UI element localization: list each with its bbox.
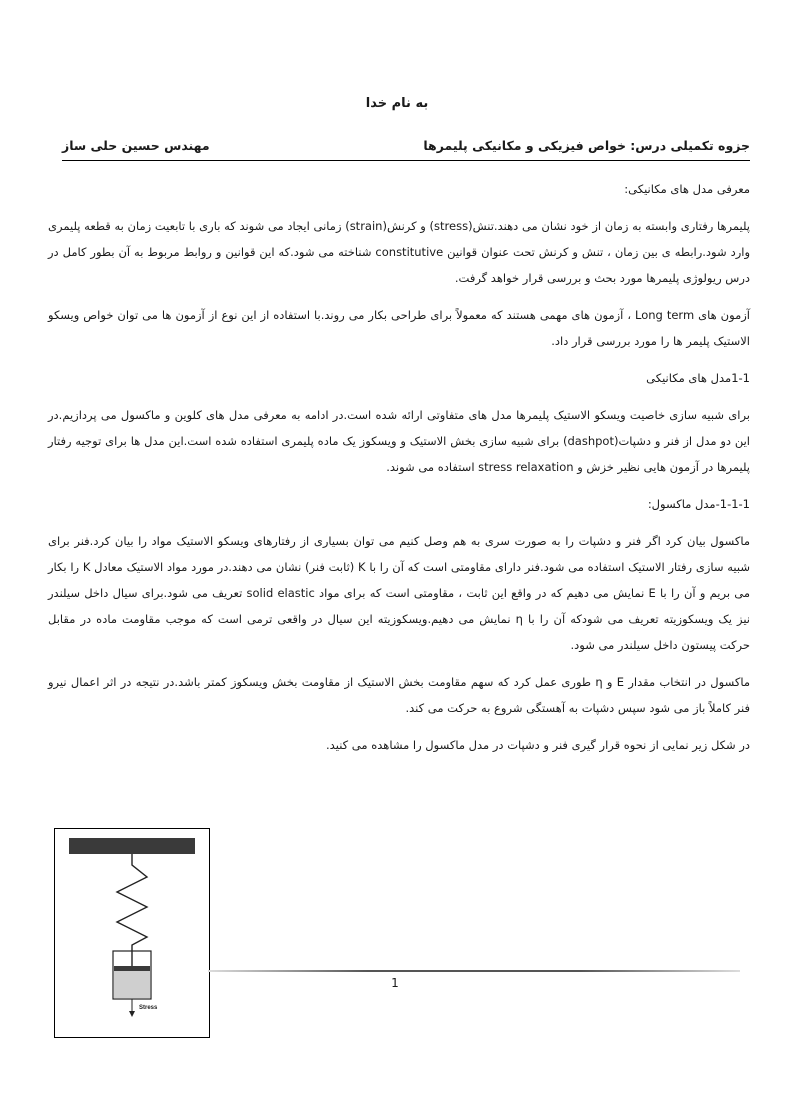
paragraph: ماکسول در انتخاب مقدار E و η طوری عمل کرد که سهم مقاومت بخش الاستیک از مقاومت بخش ویسکوز کمتر باشد.در نتیجه در اثر اعمال نیرو فنر کاملاً باز می شود سپس دشپات به آهستگی شروع به حرکت می کند. (48, 675, 751, 715)
dashpot-piston (114, 966, 150, 971)
course-title: جزوه تکمیلی درس: خواص فیزیکی و مکانیکی پلیمرها (423, 138, 750, 153)
section-heading: 1-1مدل های مکانیکی (646, 371, 750, 385)
paragraph: آزمون های Long term ، آزمون های مهمی هستند که معمولاً برای طراحی بکار می روند.با استفاده از این نوع از آزمون ها می توان خواص ویسکو الاستیک پلیمر ها را مورد بررسی قرار داد. (48, 308, 750, 348)
page-number: 1 (391, 976, 399, 990)
dashpot-fluid (114, 968, 150, 998)
maxwell-model-figure (54, 828, 210, 1038)
paragraph: پلیمرها رفتاری وابسته به زمان از خود نشان می دهند.تنش(stress) و کرنش(strain) زمانی ایجاد می شوند که باری با تابعیت زمان به قطعه پلیمری وارد شود.رابطه ی بین زمان ، تنش و کرنش تحت عنوان قوانین constitutive شناخته می شود.که این قوانین و روابط مربوط به آن بطور کامل در درس ریولوژی پلیمرها مورد بحث و بررسی قرار خواهد گرفت. (48, 219, 750, 285)
page-title: به نام خدا (365, 96, 429, 111)
section-heading: معرفی مدل های مکانیکی: (624, 182, 750, 196)
arrow-head-icon (129, 1011, 135, 1017)
author-name: مهندس حسین حلی ساز (62, 138, 210, 153)
footer-divider (208, 970, 740, 972)
maxwell-model-diagram (55, 829, 209, 1037)
paragraph: در شکل زیر نمایی از نحوه قرار گیری فنر و دشپات در مدل ماکسول را مشاهده می کنید. (326, 738, 750, 752)
paragraph: برای شبیه سازی خاصیت ویسکو الاستیک پلیمرها مدل های متفاوتی ارائه شده است.در ادامه به معرفی مدل های کلوین و ماکسول می پردازیم.در این دو مدل از فنر و دشپات(dashpot) برای شبیه سازی بخش الاستیک و ویسکوز یک ماده پلیمری استفاده شده است.این مدل ها برای توجیه رفتار پلیمرها در آزمون هایی نظیر خزش و stress relaxation استفاده می شوند. (48, 408, 750, 474)
document-body (48, 176, 750, 769)
section-heading: 1-1-1-مدل ماکسول: (647, 497, 750, 511)
fixed-support (69, 838, 195, 854)
stress-label: Stress (139, 1005, 158, 1011)
spring-icon (117, 854, 147, 953)
paragraph: ماکسول بیان کرد اگر فنر و دشپات را به صورت سری به هم وصل کنیم می توان بسیاری از رفتارهای ویسکو الاستیک مواد را بیان کرد.فنر برای شبیه سازی رفتار الاستیک استفاده می شود.فنر دارای مقاومتی است که آن را با K (ثابت فنر) نشان می دهند.در مورد مواد الاستیک معادل K را بکار می بریم و آن را با E نمایش می دهیم که در واقع این ثابت ، مقاومتی است که برای مواد solid elastic تعریف می شود.برای سیال داخل سیلندر نیز یک ویسکوزیته تعریف می شودکه آن را با η نمایش می دهیم.ویسکوزیته این سیال در واقعی ترمی است که موجب مقاومت ماده در مقابل حرکت پیستون داخل سیلندر می شود. (48, 534, 751, 652)
document-header (62, 138, 750, 161)
